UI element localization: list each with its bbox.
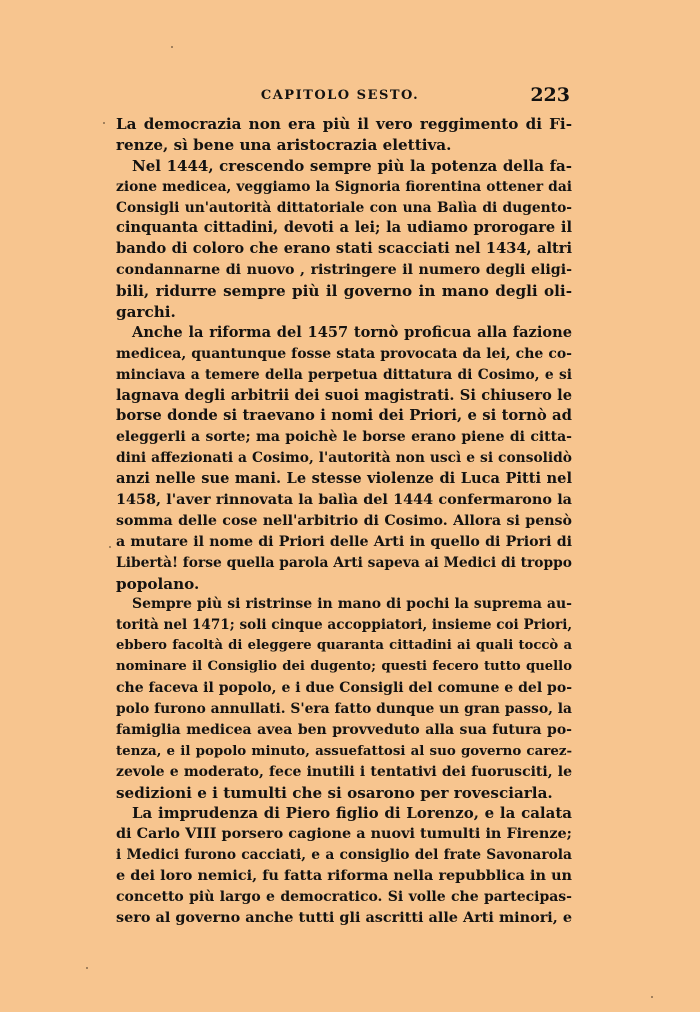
paper-speck <box>651 996 653 998</box>
text-line: di Carlo VIII porsero cagione a nuovi tumulti in Firenze; <box>116 825 572 843</box>
text-line: nominare il Consiglio dei dugento; questi fecero tutto quello <box>116 659 572 675</box>
text-line: Sempre più si ristrinse in mano di pochi la suprema au- <box>132 596 572 613</box>
text-line: zevole e moderato, fece inutili i tentativi dei fuorusciti, le <box>116 763 572 780</box>
page-header <box>110 84 570 108</box>
text-line: La democrazia non era più il vero reggimento di Fi- <box>116 115 572 133</box>
text-line: condannarne di nuovo , ristringere il numero degli eligi- <box>116 262 572 279</box>
text-line: Libertà! forse quella parola Arti sapeva ai Medici di troppo <box>116 554 572 571</box>
text-line: e dei loro nemici, fu fatta riforma nella repubblica in un <box>116 867 572 885</box>
text-line: medicea, quantunque fosse stata provocata da lei, che co- <box>116 345 572 362</box>
running-head: CAPITOLO SESTO. <box>260 88 420 103</box>
text-line: sero al governo anche tutti gli ascritti alle Arti minori, e <box>116 908 572 926</box>
text-line: popolano. <box>116 574 200 593</box>
text-line: cinquanta cittadini, devoti a lei; la udiamo prorogare il <box>116 219 572 237</box>
text-line: garchi. <box>116 303 176 322</box>
text-line: lagnava degli arbitrii dei suoi magistrati. Si chiusero le <box>116 386 572 404</box>
text-line: borse donde si traevano i nomi dei Priori, e si tornò ad <box>116 407 572 425</box>
text-line: ebbero facoltà di eleggere quaranta cittadini ai quali toccò a <box>116 638 572 654</box>
paper-speck <box>109 546 111 548</box>
text-line: La imprudenza di Piero figlio di Lorenzo, e la calata <box>132 804 572 823</box>
text-line: famiglia medicea avea ben provveduto alla sua futura po- <box>116 721 572 738</box>
text-line: anzi nelle sue mani. Le stesse violenze di Luca Pitti nel <box>116 470 572 488</box>
text-line: bili, ridurre sempre più il governo in mano degli oli- <box>116 282 572 301</box>
text-line: bando di coloro che erano stati scacciati nel 1434, altri <box>116 240 572 258</box>
text-line: minciava a temere della perpetua dittatura di Cosimo, e si <box>116 366 572 383</box>
page-number: 223 <box>530 84 570 106</box>
text-line: 1458, l'aver rinnovata la balìa del 1444 confermarono la <box>116 491 572 509</box>
text-line: sedizioni e i tumulti che si osarono per rovesciarla. <box>116 783 553 802</box>
paper-speck <box>171 46 173 48</box>
text-line: somma delle cose nell'arbitrio di Cosimo. Allora si pensò <box>116 512 572 529</box>
text-line: Consigli un'autorità dittatoriale con una Balìa di dugento- <box>116 199 572 216</box>
body-text <box>116 114 572 929</box>
text-line: i Medici furono cacciati, e a consiglio del frate Savonarola <box>116 847 572 864</box>
paper-speck <box>103 122 105 124</box>
text-line: che faceva il popolo, e i due Consigli del comune e del po- <box>116 680 572 697</box>
text-line: eleggerli a sorte; ma poichè le borse erano piene di citta- <box>116 429 572 446</box>
text-line: Nel 1444, crescendo sempre più la potenza della fa- <box>132 156 572 175</box>
text-line: Anche la riforma del 1457 tornò proficua alla fazione <box>132 323 572 341</box>
text-line: dini affezionati a Cosimo, l'autorità non uscì e si consolidò <box>116 450 572 467</box>
text-line: torità nel 1471; soli cinque accoppiatori, insieme coi Priori, <box>116 617 572 634</box>
text-line: renze, sì bene una aristocrazia elettiva. <box>116 135 452 154</box>
text-line: tenza, e il popolo minuto, assuefattosi al suo governo carez- <box>116 742 572 759</box>
text-line: zione medicea, veggiamo la Signoria fiorentina ottener dai <box>116 178 572 195</box>
text-line: polo furono annullati. S'era fatto dunque un gran passo, la <box>116 700 572 717</box>
paper-speck <box>86 967 88 969</box>
text-line: concetto più largo e democratico. Si volle che partecipas- <box>116 888 572 905</box>
text-line: a mutare il nome di Priori delle Arti in quello di Priori di <box>116 533 572 550</box>
